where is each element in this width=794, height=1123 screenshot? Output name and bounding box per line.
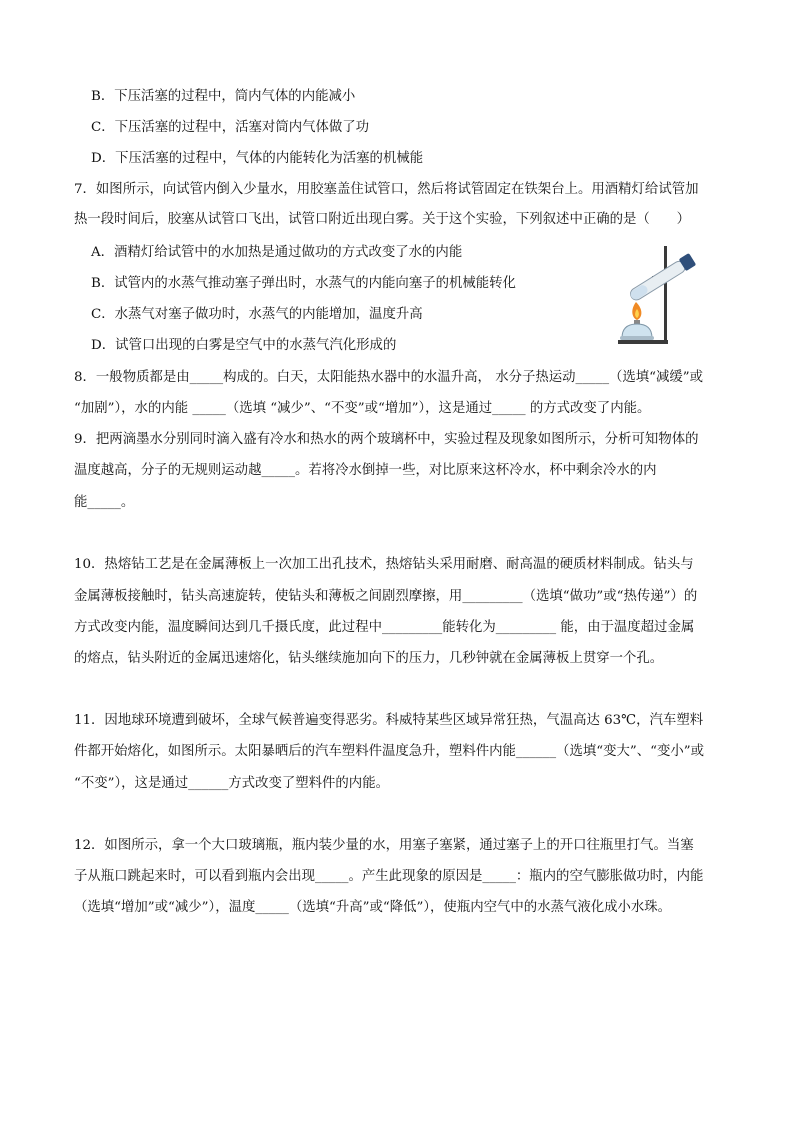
question-text-q12-1: 12．如图所示，拿一个大口玻璃瓶，瓶内装少量的水，用塞子塞紧，通过塞子上的开口往瓶里打气。当塞: [74, 838, 694, 853]
answer-option-q6-d: D．下压活塞的过程中，气体的内能转化为活塞的机械能: [91, 151, 424, 166]
question-text-q8-1: 8．一般物质都是由_____构成的。白天，太阳能热水器中的水温升高， 水分子热运动_____（选填“减缓”或: [74, 370, 704, 385]
question-text-q11-3: “不变”），这是通过______方式改变了塑料件的内能。: [74, 776, 389, 791]
question-text-q7-1: 7．如图所示，向试管内倒入少量水，用胶塞盖住试管口，然后将试管固定在铁架台上。用酒精灯给试管加: [74, 182, 699, 197]
answer-option-q6-b: B．下压活塞的过程中，筒内气体的内能减小: [91, 89, 356, 104]
question-text-q8-2: “加剧”），水的内能 _____（选填 “减少”、“不变”或“增加”），这是通过_____ 的方式改变了内能。: [74, 401, 651, 416]
question-text-q10-1: 10．热熔钻工艺是在金属薄板上一次加工出孔技术，热熔钻头采用耐磨、耐高温的硬质材料制成。钻头与: [74, 557, 694, 572]
answer-option-q7-b: B．试管内的水蒸气推动塞子弹出时，水蒸气的内能向塞子的机械能转化: [91, 276, 516, 291]
question-text-q12-3: （选填“增加”或“减少”），温度_____（选填“升高”或“降低”），使瓶内空气中的水蒸气液化成小水珠。: [74, 900, 672, 915]
answer-option-q7-c: C．水蒸气对塞子做功时，水蒸气的内能增加，温度升高: [91, 307, 423, 322]
answer-option-q6-c: C．下压活塞的过程中，活塞对筒内气体做了功: [91, 120, 370, 135]
test-tube-alcohol-lamp-apparatus-icon: [612, 238, 712, 348]
question-text-q10-2: 金属薄板接触时，钻头高速旋转，使钻头和薄板之间剧烈摩擦，用_________（选填“做功”或“热传递”）的: [74, 589, 698, 604]
answer-option-q7-a: A．酒精灯给试管中的水加热是通过做功的方式改变了水的内能: [91, 245, 463, 260]
question-text-q10-3: 方式改变内能，温度瞬间达到几千摄氏度，此过程中_________能转化为_________ 能，由于温度超过金属: [74, 620, 695, 635]
question-text-q9-1: 9．把两滴墨水分别同时滴入盛有冷水和热水的两个玻璃杯中，实验过程及现象如图所示，分析可知物体的: [74, 432, 699, 447]
answer-option-q7-d: D．试管口出现的白雾是空气中的水蒸气汽化形成的: [91, 338, 397, 353]
question-text-q9-2: 温度越高，分子的无规则运动越_____。若将冷水倒掉一些，对比原来这杯冷水，杯中剩余冷水的内: [74, 463, 657, 478]
question-text-q9-3: 能_____。: [74, 495, 135, 510]
question-text-q11-2: 件都开始熔化，如图所示。太阳暴晒后的汽车塑料件温度急升，塑料件内能______（选填“变大”、“变小”或: [74, 744, 704, 759]
question-text-q12-2: 子从瓶口跳起来时，可以看到瓶内会出现_____。产生此现象的原因是_____：瓶内的空气膨胀做功时，内能: [74, 869, 704, 884]
question-text-q7-2: 热一段时间后，胶塞从试管口飞出，试管口附近出现白雾。关于这个实验，下列叙述中正确的是（ ）: [74, 212, 690, 227]
question-text-q11-1: 11．因地球环境遭到破坏，全球气候普遍变得恶劣。科威特某些区域异常狂热，气温高达 63℃，汽车塑料: [74, 713, 704, 728]
question-text-q10-4: 的熔点，钻头附近的金属迅速熔化，钻头继续施加向下的压力，几秒钟就在金属薄板上贯穿一个孔。: [74, 651, 664, 666]
